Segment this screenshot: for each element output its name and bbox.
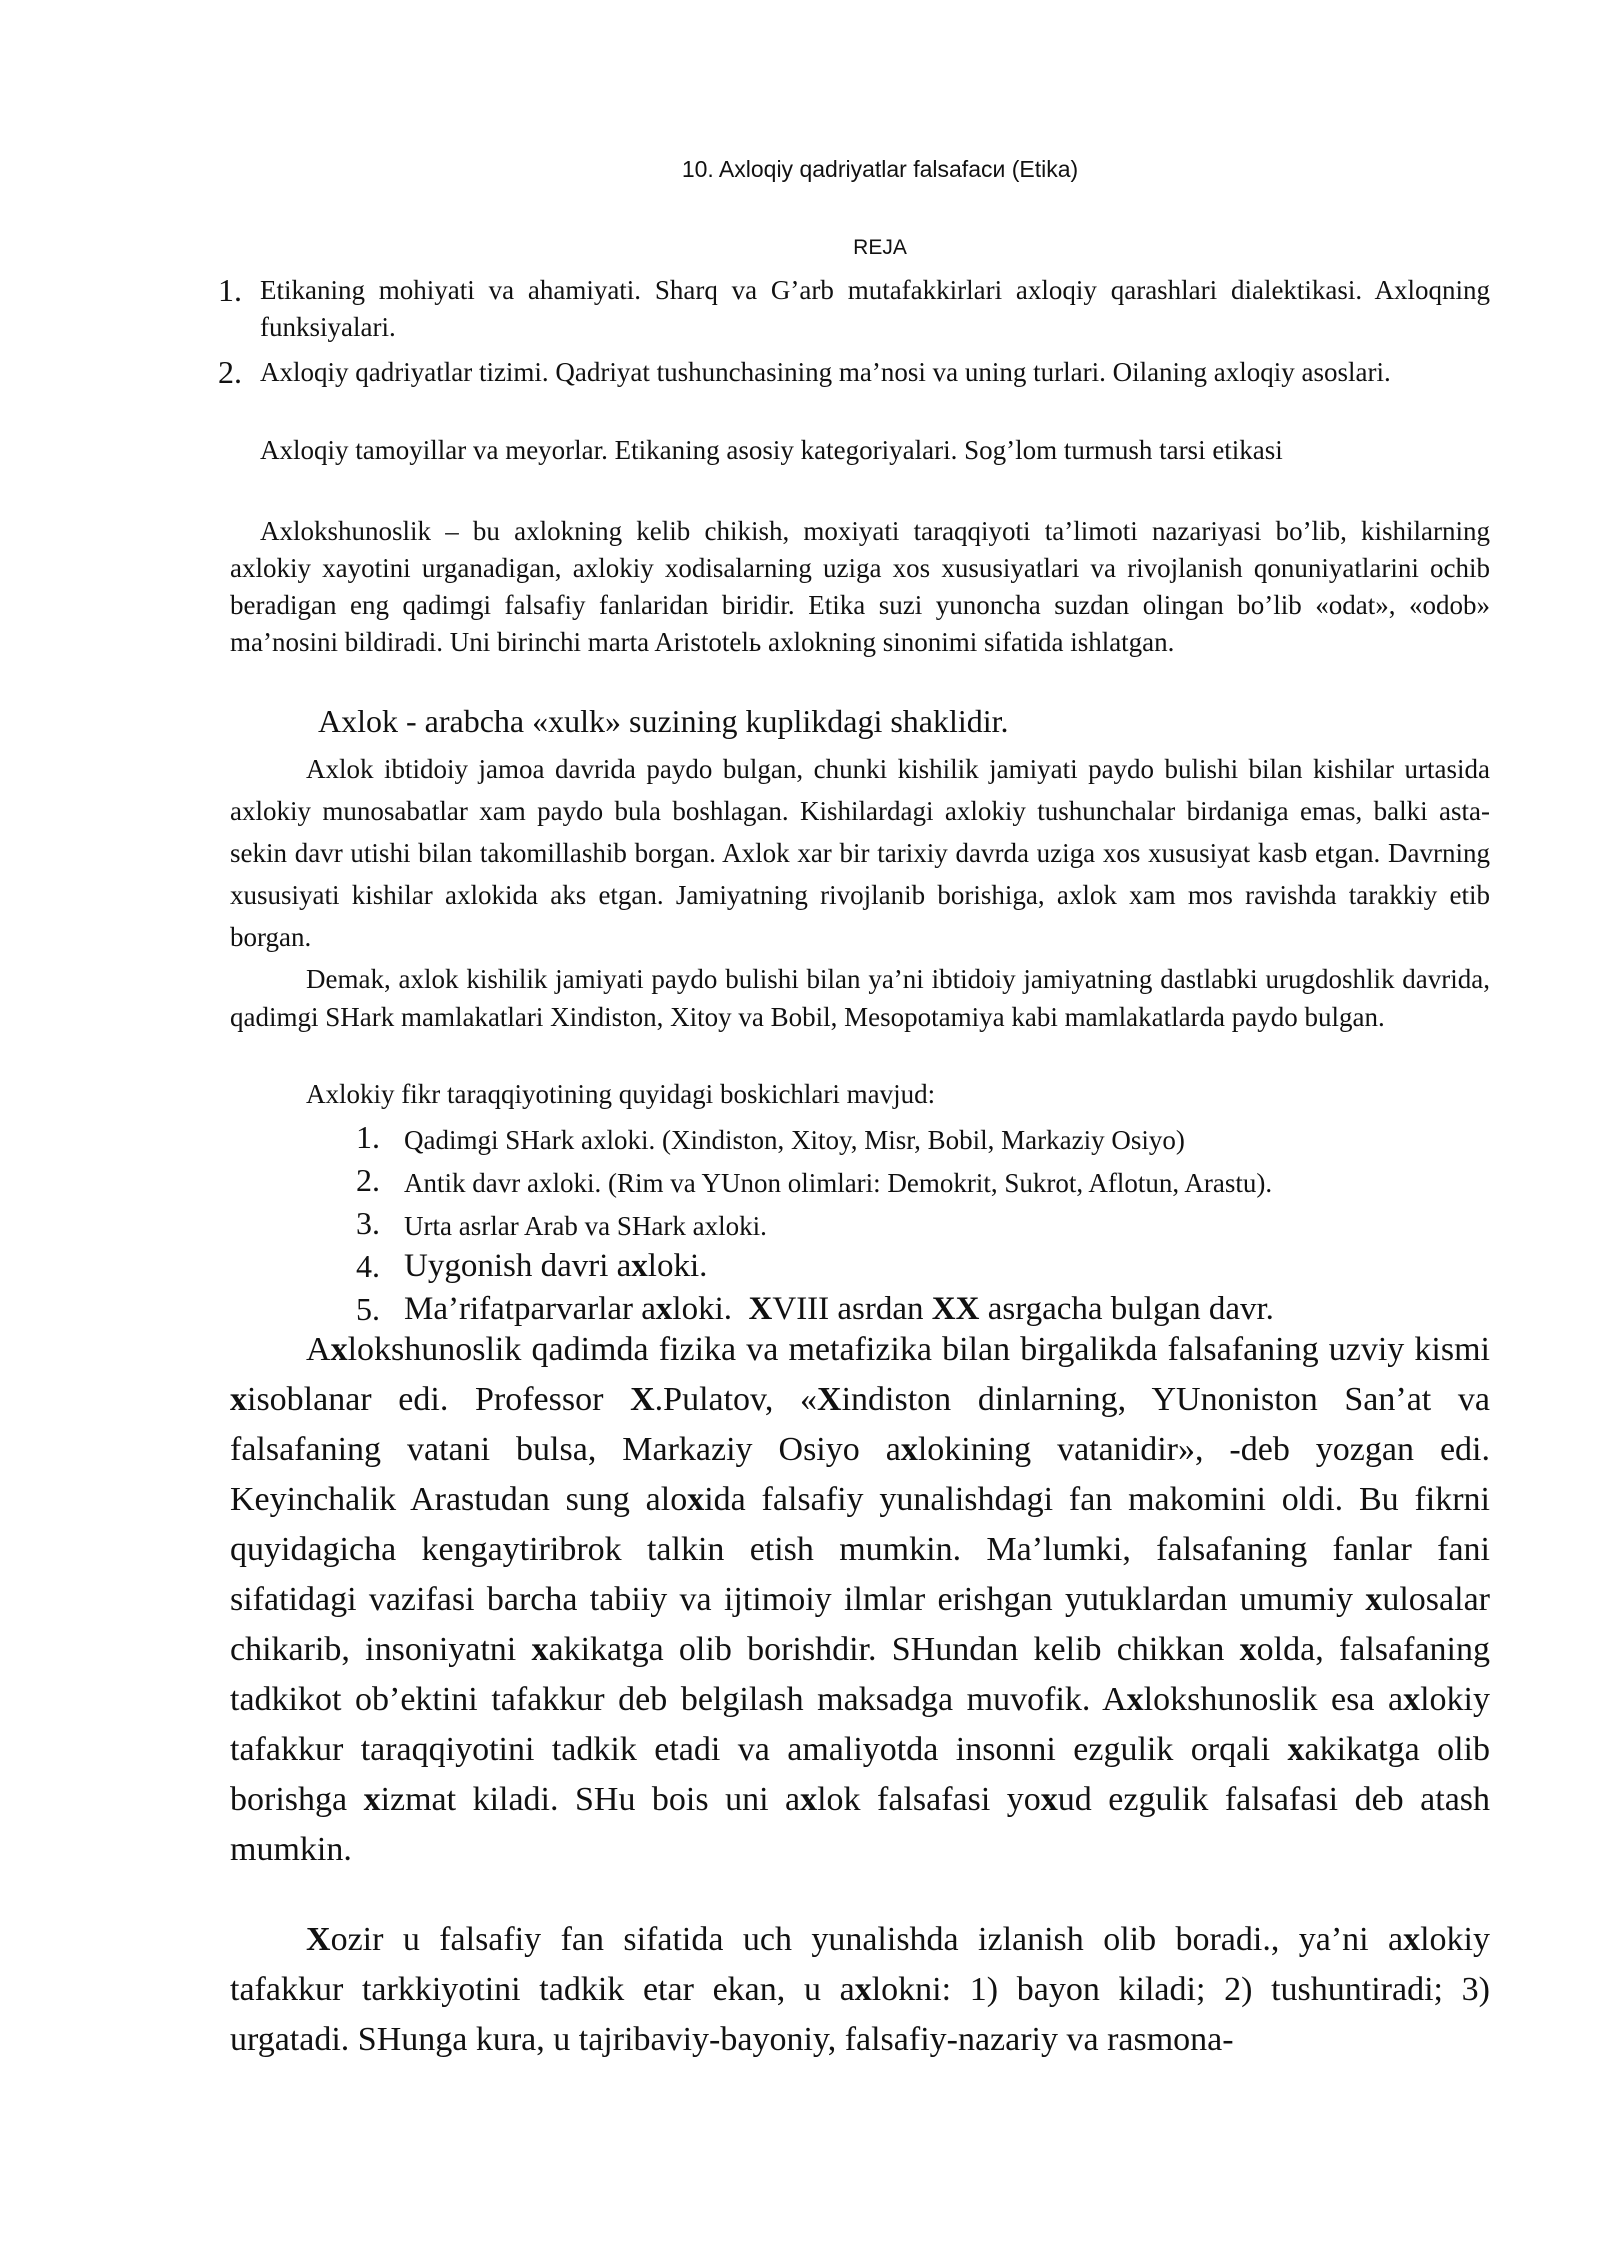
- document-title: 10. Axloqiy qadriyatlar falsafaси (Etika): [681, 156, 1079, 182]
- stage-text: Antik davr axloki. (Rim va YUnon olimlari: Demokrit, Sukrot, Aflotun, Arastu).: [404, 1168, 1273, 1198]
- paragraph-stages-intro: Axlokiy fikr taraqqiyotining quyidagi boskichlari mavjud:: [306, 1079, 936, 1109]
- plan-item-number: 2.: [218, 354, 242, 390]
- plan-item: [218, 272, 1490, 346]
- plan-item-text: Etikaning mohiyati va ahamiyati. Sharq va G’arb mutafakkirlari axloqiy qarashlari dialektikasi. Axloqning funksiyalari.: [260, 275, 1490, 342]
- stage-text: Uygonish davri axloki.: [404, 1248, 708, 1284]
- paragraph-arabic-origin: Axlok - arabcha «xulk» suzining kuplikdagi shaklidir.: [318, 703, 1009, 739]
- paragraph-three-directions: Xozir u falsafiy fan sifatida uch yunalishda izlanish olib boradi., ya’ni axlokiy tafakkur tarkkiyotini tadkik etar ekan, u axlokni: 1) bayon kiladi; 2) tushuntiradi; 3) urgatadi. SHunga kura, u tajribaviy-bayoniy, falsafiy-nazariy va rasmona-: [230, 1921, 1490, 2058]
- paragraph-ethics-philosophy: Axlokshunoslik qadimda fizika va metafizika bilan birgalikda falsafaning uzviy kismi xisoblanar edi. Professor X.Pulatov, «Xindiston dinlarning, YUnoniston San’at va falsafaning vatani bulsa, Markaziy Osiyo axlokining vatanidir», -deb yozgan edi. Keyinchalik Arastudan sung aloxida falsafiy yunalishdagi fan makomini oldi. Bu fikrni quyidagicha kengaytiribrok talkin etish mumkin. Ma’lumki, falsafaning fanlar fani sifatidagi vazifasi barcha tabiiy va ijtimoiy ilmlar erishgan yutuklardan umumiy xulosalar chikarib, insoniyatni xakikatga olib borishdir. SHundan kelib chikkan xolda, falsafaning tadkikot ob’ektini tafakkur deb belgilash maksadga muvofik. Axlokshunoslik esa axlokiy tafakkur taraqqiyotini tadkik etadi va amaliyotda insonni ezgulik orqali xakikatga olib borishga xizmat kiladi. SHu bois uni axlok falsafasi yoxud ezgulik falsafasi deb atash mumkin.: [230, 1331, 1491, 1868]
- stage-number: 4.: [356, 1248, 380, 1284]
- stage-text: Ma’rifatparvarlar axloki. XVIII asrdan XX asrgacha bulgan davr.: [404, 1291, 1274, 1327]
- plan-item-number: 1.: [218, 272, 242, 308]
- stage-text: Urta asrlar Arab va SHark axloki.: [404, 1211, 767, 1241]
- plan-continuation-text: Axloqiy tamoyillar va meyorlar. Etikaning asosiy kategoriyalari. Sog’lom turmush tarsi etikasi: [260, 435, 1283, 465]
- plan-item: [218, 354, 1490, 391]
- stage-number: 1.: [356, 1119, 380, 1155]
- stage-item: [356, 1160, 1490, 1203]
- paragraph-definition: Axlokshunoslik – bu axlokning kelib chikish, moxiyati taraqqiyoti ta’limoti nazariyasi bo’lib, kishilarning axlokiy xayotini urganadigan, axlokiy xodisalarning uziga xos xususiyatlari va rivojlanish qonuniyatlarini ochib beradigan eng qadimgi falsafiy fanlaridan biridir. Etika suzi yunoncha suzdan olingan bo’lib «odat», «odob» ma’nosini bildiradi. Uni birinchi marta Aristotelь axlokning sinonimi sifatida ishlatgan.: [230, 516, 1490, 657]
- plan-heading: REJA: [853, 236, 907, 259]
- stage-item: [356, 1117, 1490, 1160]
- stage-text: Qadimgi SHark axloki. (Xindiston, Xitoy, Misr, Bobil, Markaziy Osiyo): [404, 1125, 1185, 1155]
- paragraph-demak: Demak, axlok kishilik jamiyati paydo bulishi bilan ya’ni ibtidoiy jamiyatning dastlabki urugdoshlik davrida, qadimgi SHark mamlakatlari Xindiston, Xitoy va Bobil, Mesopotamiya kabi mamlakatlarda paydo bulgan.: [230, 964, 1490, 1032]
- stage-number: 3.: [356, 1205, 380, 1241]
- stage-number: 5.: [356, 1291, 380, 1327]
- plan-item-text: Axloqiy qadriyatlar tizimi. Qadriyat tushunchasining ma’nosi va uning turlari. Oilaning axloqiy asoslari.: [260, 357, 1391, 387]
- stage-item: [356, 1203, 1490, 1246]
- stages-list: [356, 1117, 1490, 1332]
- stage-item: [356, 1246, 1490, 1289]
- stage-number: 2.: [356, 1162, 380, 1198]
- paragraph-primitive-era: Axlok ibtidoiy jamoa davrida paydo bulgan, chunki kishilik jamiyati paydo bulishi bilan kishilar urtasida axlokiy munosabatlar xam paydo bula boshlagan. Kishilardagi axlokiy tushunchalar birdaniga emas, balki asta-sekin davr utishi bilan takomillashib borgan. Axlok xar bir tarixiy davrda uziga xos xususiyat kasb etgan. Davrning xususiyati kishilar axlokida aks etgan. Jamiyatning rivojlanib borishiga, axlok xam mos ravishda tarakkiy etib borgan.: [230, 754, 1490, 952]
- plan-continuation: [218, 432, 1490, 469]
